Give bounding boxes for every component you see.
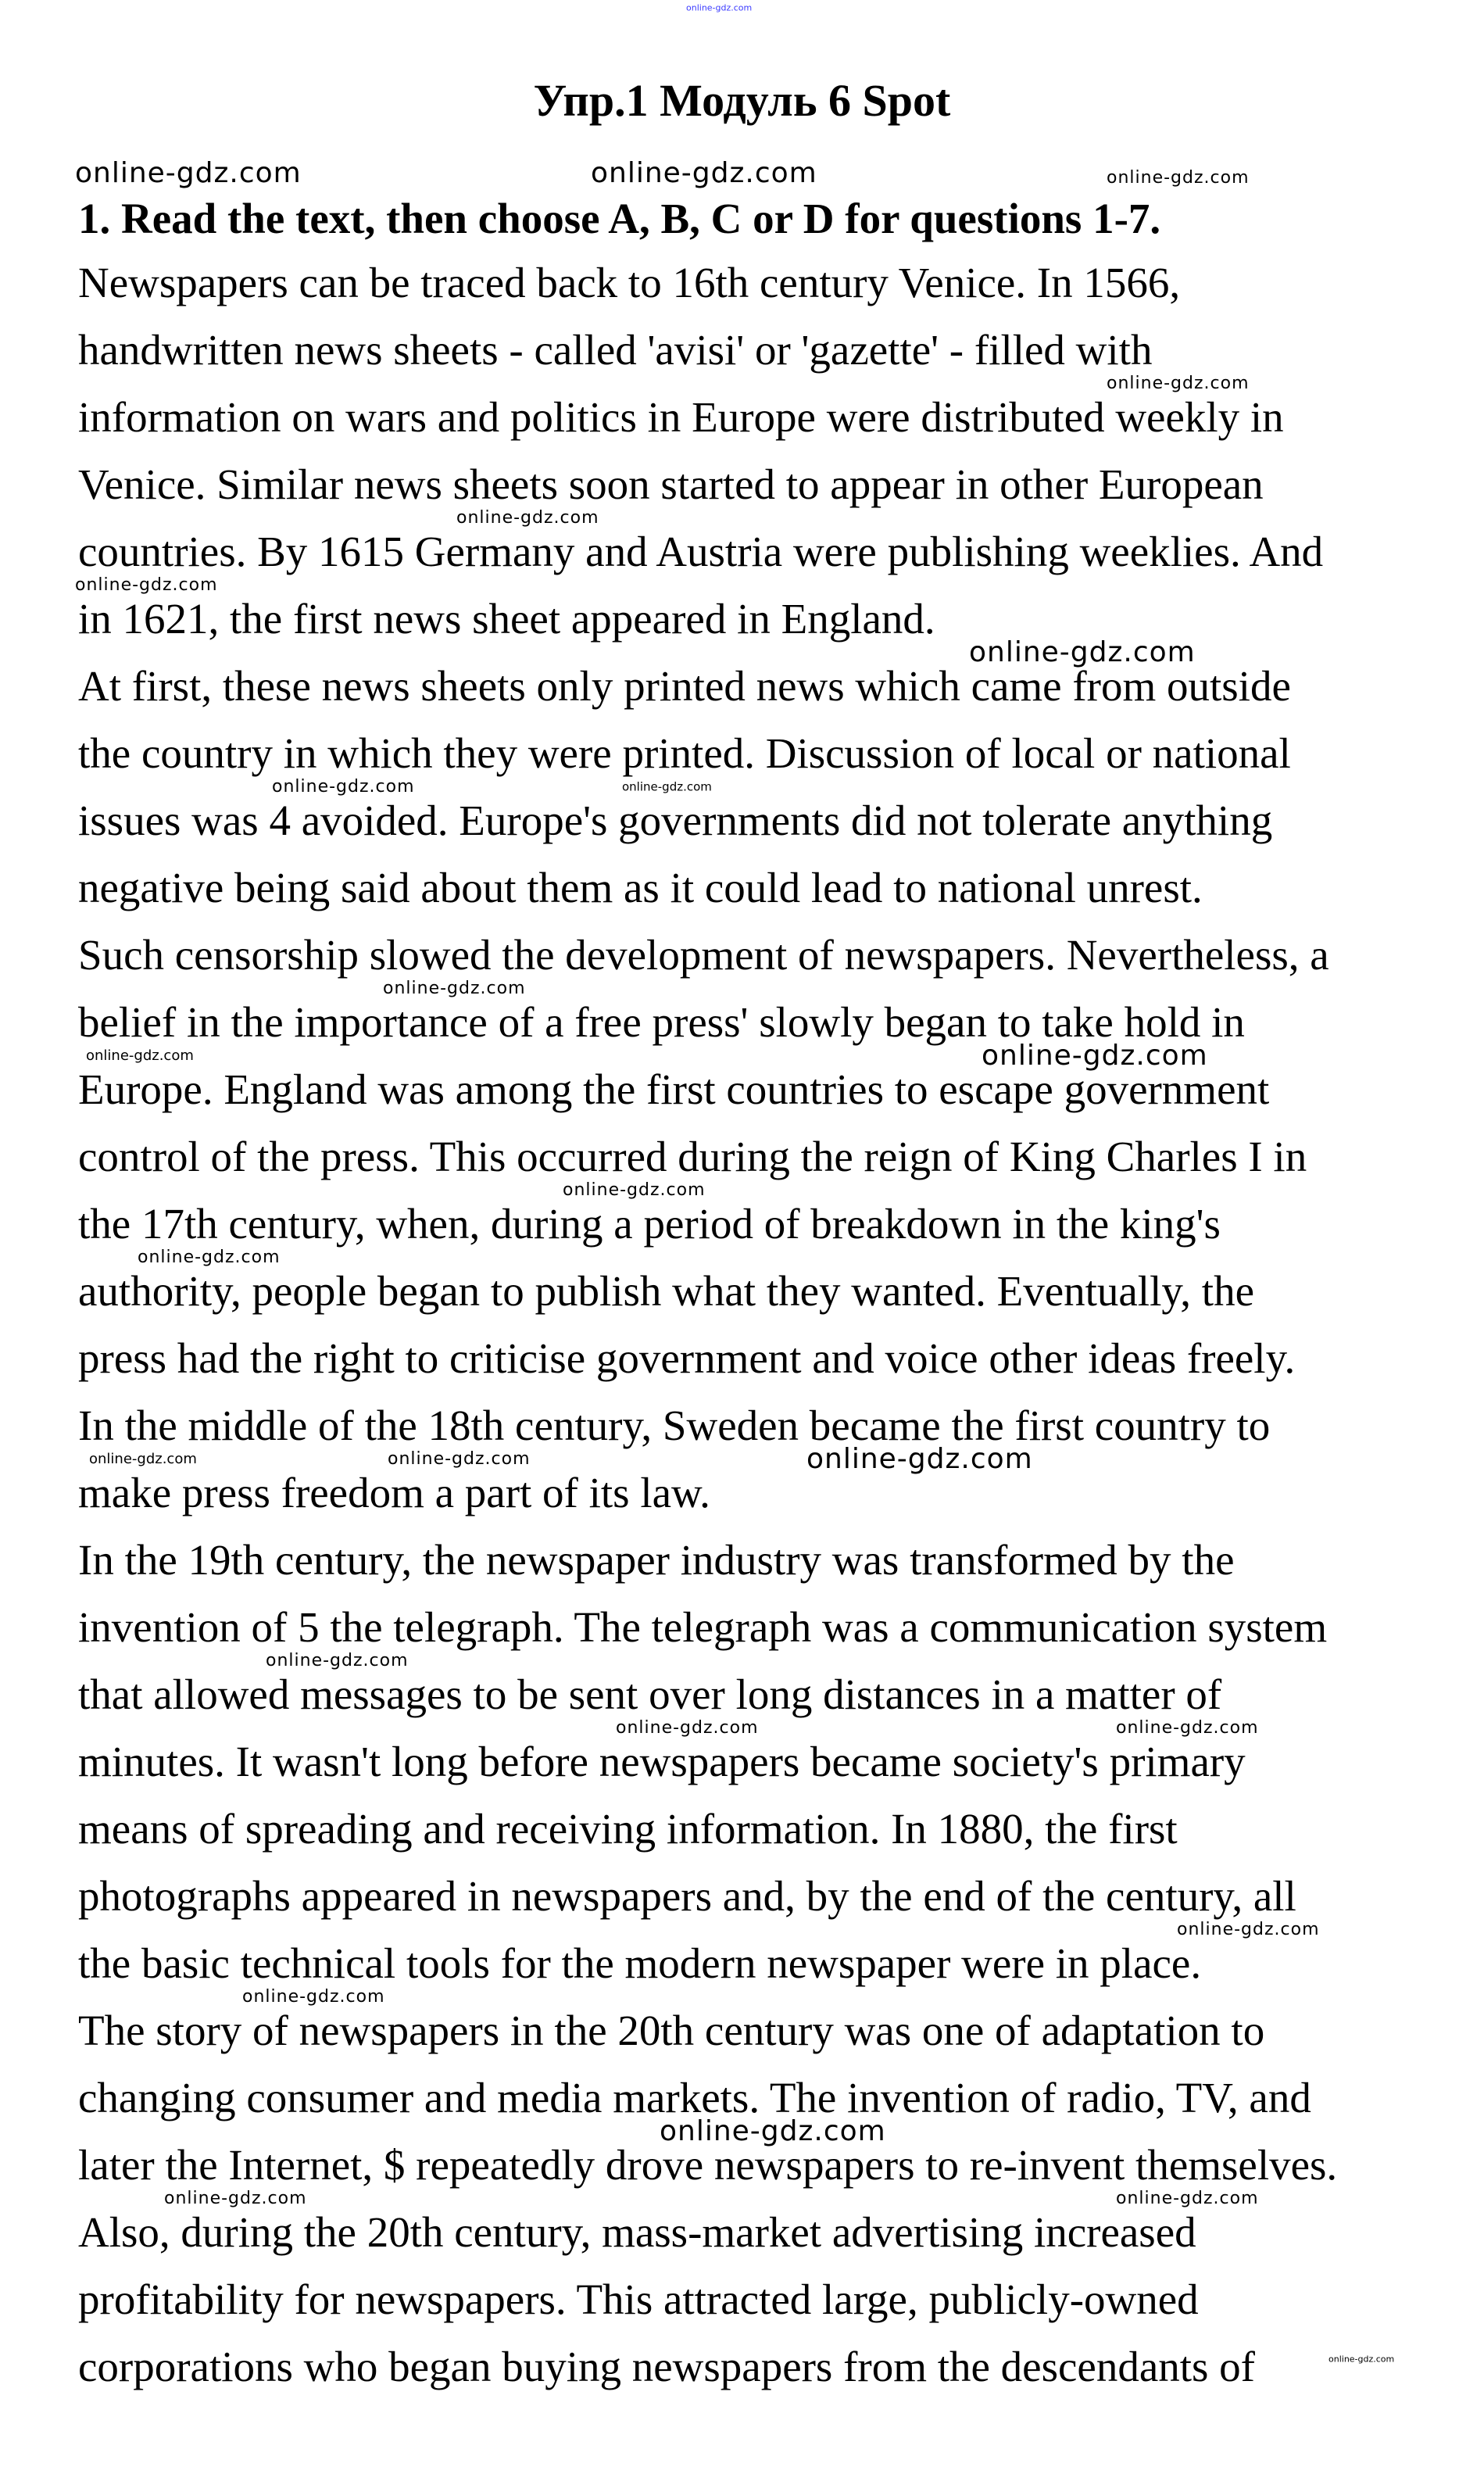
text-line: negative being said about them as it could lead to national unrest. <box>78 864 1203 911</box>
text-line: Venice. Similar news sheets soon started to appear in other European <box>78 460 1264 508</box>
watermark: online-gdz.com <box>266 1651 409 1670</box>
text-line: make press freedom a part of its law. <box>78 1469 710 1516</box>
text-line: in 1621, the first news sheet appeared in England. <box>78 595 935 643</box>
watermark: online-gdz.com <box>138 1248 281 1267</box>
text-line: Also, during the 20th century, mass-market advertising increased <box>78 2208 1196 2256</box>
text-line: the 17th century, when, during a period of breakdown in the king's <box>78 1200 1221 1248</box>
top-watermark: online-gdz.com <box>686 2 753 13</box>
text-line: corporations who began buying newspapers from the descendants of <box>78 2343 1255 2390</box>
text-line: invention of 5 the telegraph. The telegraph was a communication system <box>78 1603 1328 1651</box>
text-line: photographs appeared in newspapers and, by the end of the century, all <box>78 1872 1296 1920</box>
text-line: The story of newspapers in the 20th century was one of adaptation to <box>78 2007 1265 2054</box>
watermark: online-gdz.com <box>89 1451 197 1467</box>
watermark: online-gdz.com <box>86 1047 194 1064</box>
text-line: minutes. It wasn't long before newspapers became society's primary <box>78 1738 1246 1785</box>
text-line: countries. By 1615 Germany and Austria were publishing weeklies. And <box>78 528 1324 575</box>
watermark: online-gdz.com <box>1107 374 1250 393</box>
watermark: online-gdz.com <box>591 157 817 189</box>
watermark: online-gdz.com <box>1116 2189 1259 2208</box>
text-line: handwritten news sheets - called 'avisi' or 'gazette' - filled with <box>78 326 1153 374</box>
text-line: profitability for newspapers. This attracted large, publicly-owned <box>78 2275 1199 2323</box>
text-line: Europe. England was among the first countries to escape government <box>78 1065 1270 1113</box>
watermark: online-gdz.com <box>616 1718 759 1738</box>
watermark: online-gdz.com <box>242 1987 385 2007</box>
watermark: online-gdz.com <box>1107 168 1250 188</box>
watermark: online-gdz.com <box>1328 2354 1395 2365</box>
text-line: the country in which they were printed. Discussion of local or national <box>78 729 1291 777</box>
watermark: online-gdz.com <box>563 1180 706 1200</box>
watermark: online-gdz.com <box>622 779 712 794</box>
watermark: online-gdz.com <box>75 575 218 595</box>
text-line: means of spreading and receiving information. In 1880, the first <box>78 1805 1178 1853</box>
watermark: online-gdz.com <box>982 1040 1208 1072</box>
watermark: online-gdz.com <box>75 157 302 189</box>
text-line: that allowed messages to be sent over long distances in a matter of <box>78 1670 1222 1718</box>
watermark: online-gdz.com <box>1116 1718 1259 1738</box>
article-text <box>78 249 1337 2401</box>
text-line: Such censorship slowed the development of newspapers. Nevertheless, a <box>78 931 1329 979</box>
text-line: the basic technical tools for the modern newspaper were in place. <box>78 1939 1202 1987</box>
text-line: control of the press. This occurred during the reign of King Charles I in <box>78 1133 1307 1180</box>
text-line: later the Internet, $ repeatedly drove newspapers to re-invent themselves. <box>78 2141 1338 2189</box>
text-line: At first, these news sheets only printed news which came from outside <box>78 662 1291 710</box>
text-line: In the 19th century, the newspaper industry was transformed by the <box>78 1536 1235 1584</box>
watermark: online-gdz.com <box>660 2115 886 2147</box>
watermark: online-gdz.com <box>164 2189 307 2208</box>
watermark: online-gdz.com <box>272 777 415 797</box>
text-line: issues was 4 avoided. Europe's governments did not tolerate anything <box>78 797 1273 844</box>
page-title: Упр.1 Модуль 6 Spot <box>533 75 951 126</box>
text-line: changing consumer and media markets. The invention of radio, TV, and <box>78 2074 1311 2121</box>
text-line: Newspapers can be traced back to 16th century Venice. In 1566, <box>78 259 1181 306</box>
watermark: online-gdz.com <box>1177 1920 1320 1939</box>
text-line: In the middle of the 18th century, Sweden became the first country to <box>78 1402 1271 1449</box>
watermark: online-gdz.com <box>456 508 599 528</box>
text-line: press had the right to criticise government and voice other ideas freely. <box>78 1334 1296 1382</box>
text-line: information on wars and politics in Europe were distributed weekly in <box>78 393 1284 441</box>
text-line: authority, people began to publish what they wanted. Eventually, the <box>78 1267 1254 1315</box>
watermark: online-gdz.com <box>806 1443 1033 1475</box>
task-heading: 1. Read the text, then choose A, B, C or D for questions 1-7. <box>78 195 1161 242</box>
text-line: belief in the importance of a free press' slowly began to take hold in <box>78 998 1245 1046</box>
watermark: online-gdz.com <box>388 1449 531 1469</box>
watermark: online-gdz.com <box>969 636 1196 668</box>
watermark: online-gdz.com <box>383 979 526 998</box>
